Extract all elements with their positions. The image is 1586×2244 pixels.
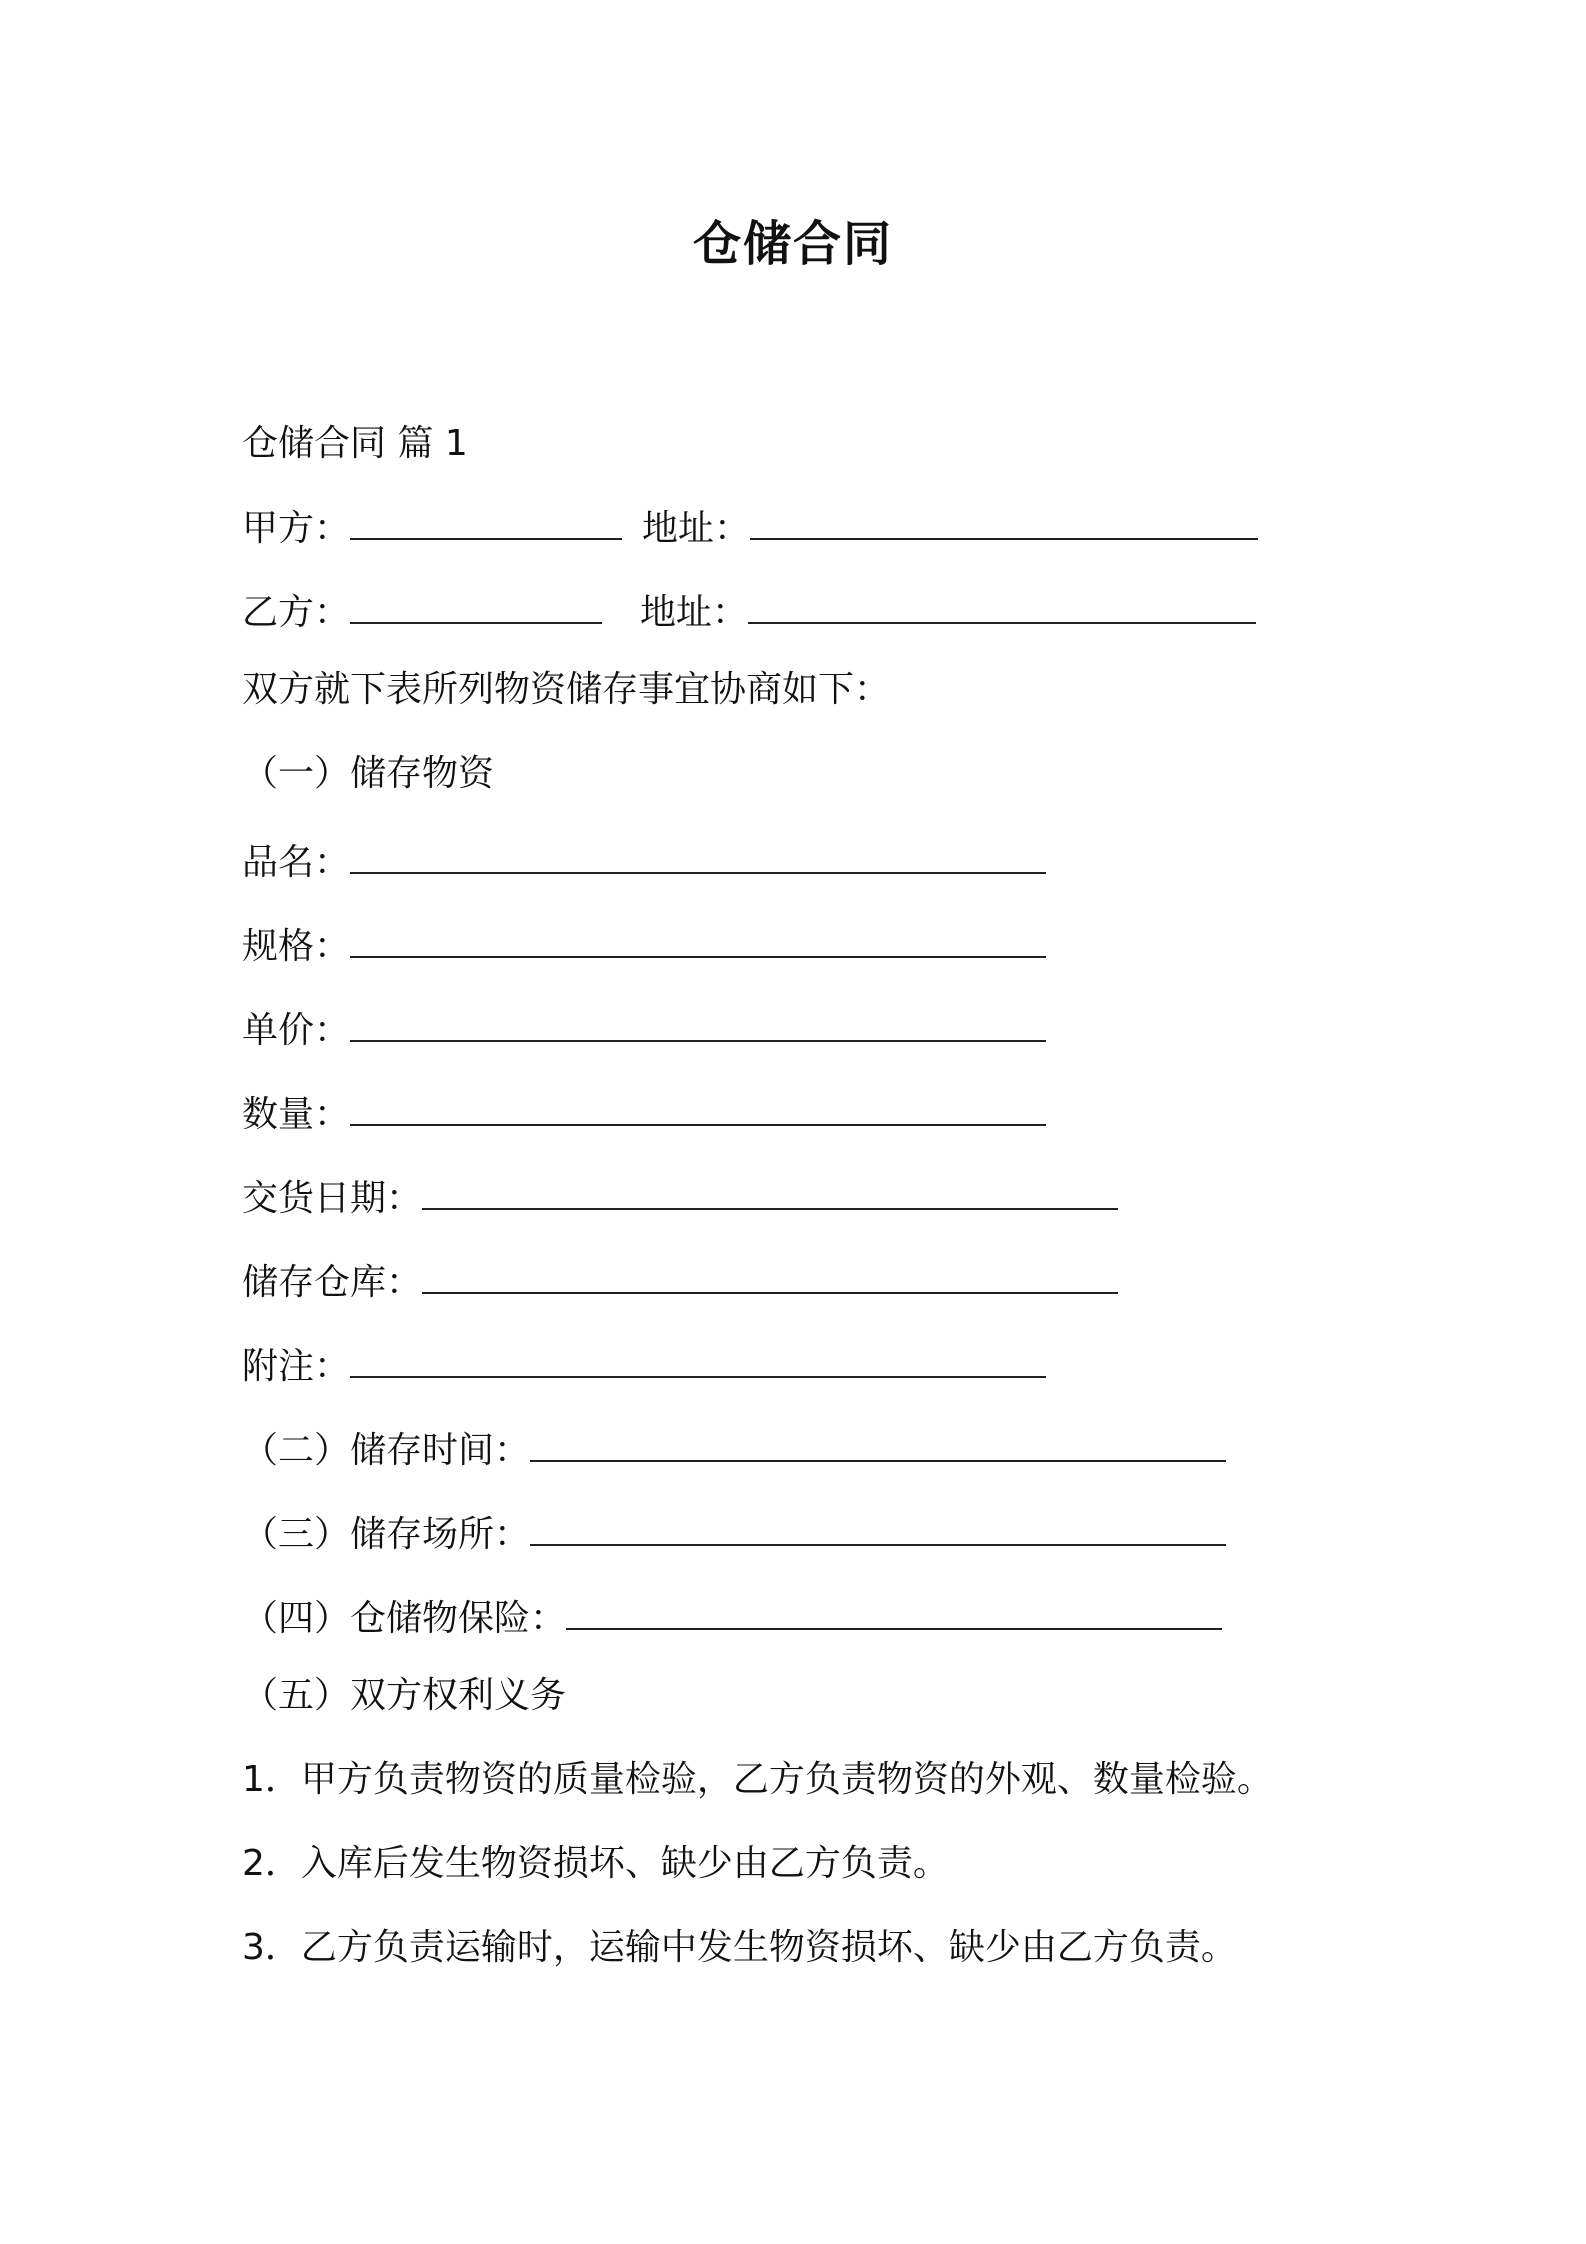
field-delivery-label: 交货日期： xyxy=(242,1178,423,1219)
field-name-label: 品名： xyxy=(242,842,351,883)
field-remarks-blank[interactable] xyxy=(350,1342,1046,1378)
field-quantity-label: 数量： xyxy=(242,1094,351,1135)
party-b-address-blank[interactable] xyxy=(748,588,1256,624)
field-warehouse-blank[interactable] xyxy=(422,1258,1118,1294)
section5-heading-text: （五）双方权利义务 xyxy=(242,1675,567,1716)
field-price-label: 单价： xyxy=(242,1010,351,1051)
party-b-address-label: 地址： xyxy=(640,592,749,633)
clause-item xyxy=(242,1840,949,1888)
field-remarks-label: 附注： xyxy=(242,1346,351,1387)
document-title: 仓储合同 xyxy=(692,216,893,272)
section4-blank[interactable] xyxy=(566,1594,1222,1630)
party-b-blank[interactable] xyxy=(350,588,602,624)
section1-heading-text: （一）储存物资 xyxy=(242,753,495,794)
section-heading-text: 仓储合同 篇 1 xyxy=(242,423,468,464)
intro-paragraph xyxy=(242,666,890,714)
intro-text: 双方就下表所列物资储存事宜协商如下： xyxy=(242,669,891,710)
party-a-address-blank[interactable] xyxy=(750,504,1258,540)
field-warehouse-row xyxy=(242,1258,1118,1307)
section5-heading xyxy=(242,1672,566,1720)
section3-row xyxy=(242,1510,1226,1559)
section2-row xyxy=(242,1426,1226,1475)
field-remarks-row xyxy=(242,1342,1046,1391)
field-name-row xyxy=(242,838,1046,887)
field-delivery-row xyxy=(242,1174,1118,1223)
party-a-blank[interactable] xyxy=(350,504,622,540)
party-a-address-label: 地址： xyxy=(642,508,751,549)
section2-label: （二）储存时间： xyxy=(242,1430,531,1471)
party-b-row xyxy=(242,588,1256,637)
field-quantity-row xyxy=(242,1090,1046,1139)
field-warehouse-label: 储存仓库： xyxy=(242,1262,423,1303)
field-quantity-blank[interactable] xyxy=(350,1090,1046,1126)
section4-label: （四）仓储物保险： xyxy=(242,1598,567,1639)
field-delivery-blank[interactable] xyxy=(422,1174,1118,1210)
section3-blank[interactable] xyxy=(530,1510,1226,1546)
field-price-blank[interactable] xyxy=(350,1006,1046,1042)
clause-3-text: 3．乙方负责运输时，运输中发生物资损坏、缺少由乙方负责。 xyxy=(242,1927,1237,1968)
section3-label: （三）储存场所： xyxy=(242,1514,531,1555)
party-b-label: 乙方： xyxy=(242,592,351,633)
party-a-row xyxy=(242,504,1258,553)
clause-item xyxy=(242,1756,1273,1804)
clause-1-text: 1．甲方负责物资的质量检验，乙方负责物资的外观、数量检验。 xyxy=(242,1759,1273,1800)
party-a-label: 甲方： xyxy=(242,508,351,549)
field-price-row xyxy=(242,1006,1046,1055)
field-spec-row xyxy=(242,922,1046,971)
field-spec-label: 规格： xyxy=(242,926,351,967)
section2-blank[interactable] xyxy=(530,1426,1226,1462)
field-name-blank[interactable] xyxy=(350,838,1046,874)
section4-row xyxy=(242,1594,1222,1643)
field-spec-blank[interactable] xyxy=(350,922,1046,958)
clause-2-text: 2．入库后发生物资损坏、缺少由乙方负责。 xyxy=(242,1843,949,1884)
section-heading xyxy=(242,420,468,468)
clause-item xyxy=(242,1924,1237,1972)
section1-heading xyxy=(242,750,494,798)
